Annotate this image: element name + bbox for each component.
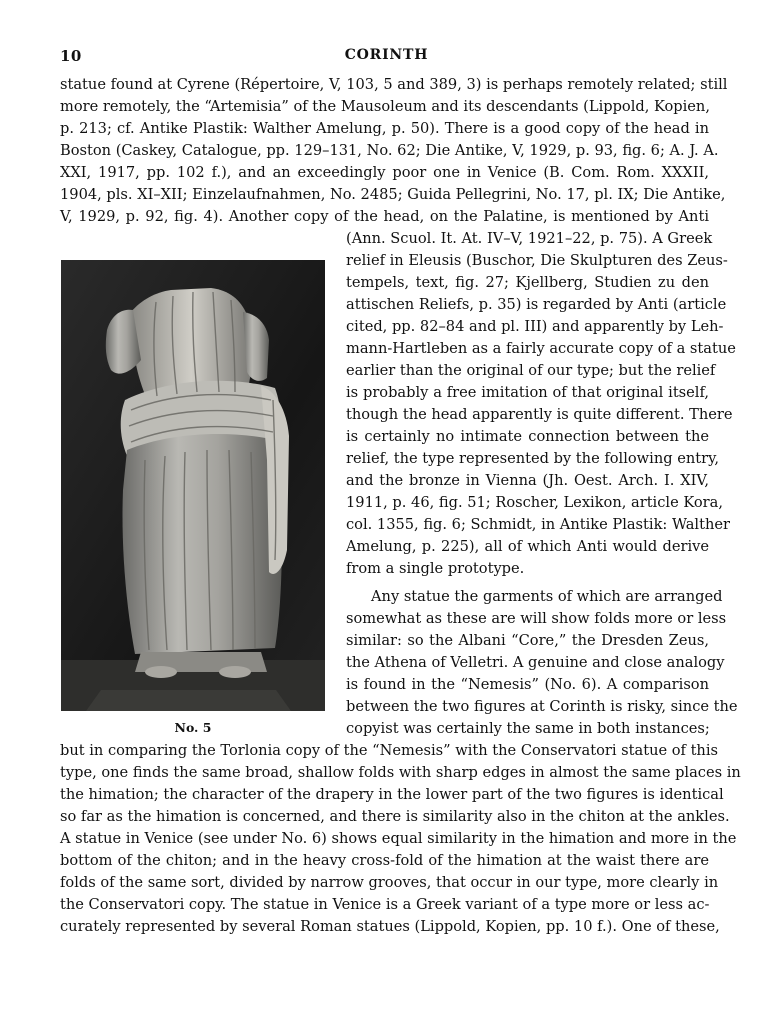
text-line: XXI, 1917, pp. 102 f.), and an exceedingly poor one in Venice (B. Com. Rom. XXXII, xyxy=(60,164,709,181)
statue-icon xyxy=(61,260,325,711)
text-line: somewhat as these are will show folds more or less xyxy=(346,610,727,627)
text-line: cited, pp. 82–84 and pl. III) and apparently by Leh- xyxy=(346,318,724,335)
text-line: is certainly no intimate connection between the xyxy=(346,428,709,445)
running-title: CORINTH xyxy=(344,47,429,63)
text-line: V, 1929, p. 92, fig. 4). Another copy of the head, on the Palatine, is mentioned by Anti xyxy=(60,208,709,225)
text-line: so far as the himation is concerned, and there is similarity also in the chiton at the ankles. xyxy=(60,808,730,825)
text-line: though the head apparently is quite different. There xyxy=(346,406,733,423)
figure-caption: No. 5 xyxy=(174,720,212,735)
text-line: relief, the type represented by the following entry, xyxy=(346,450,720,467)
text-line: between the two figures at Corinth is risky, since the xyxy=(346,698,738,715)
text-line: 1911, p. 46, fig. 51; Roscher, Lexikon, article Kora, xyxy=(346,494,723,511)
text-line: more remotely, the “Artemisia” of the Mausoleum and its descendants (Lippold, Kopien, xyxy=(60,98,710,115)
text-line: similar: so the Albani “Core,” the Dresden Zeus, xyxy=(346,632,709,649)
text-line: p. 213; cf. Antike Plastik: Walther Amelung, p. 50). There is a good copy of the head in xyxy=(60,120,709,137)
text-line: relief in Eleusis (Buschor, Die Skulpturen des Zeus- xyxy=(346,252,728,269)
text-line: from a single prototype. xyxy=(346,560,525,577)
text-line: type, one finds the same broad, shallow folds with sharp edges in almost the same places in xyxy=(60,764,741,781)
text-line: folds of the same sort, divided by narrow grooves, that occur in our type, more clearly in xyxy=(60,874,719,891)
text-line: curately represented by several Roman statues (Lippold, Kopien, pp. 10 f.). One of these, xyxy=(60,918,720,935)
text-line: mann-Hartleben as a fairly accurate copy of a statue xyxy=(346,340,736,357)
text-line: bottom of the chiton; and in the heavy cross-fold of the himation at the waist there are xyxy=(60,852,709,869)
statue-photograph xyxy=(61,260,325,711)
text-line: statue found at Cyrene (Répertoire, V, 103, 5 and 389, 3) is perhaps remotely related; still xyxy=(60,76,728,93)
text-line: Boston (Caskey, Catalogue, pp. 129–131, No. 62; Die Antike, V, 1929, p. 93, fig. 6; A. J. A. xyxy=(60,142,719,159)
text-line: Any statue the garments of which are arranged xyxy=(371,588,723,605)
text-line: but in comparing the Torlonia copy of the “Nemesis” with the Conservatori statue of this xyxy=(60,742,718,759)
text-line: earlier than the original of our type; but the relief xyxy=(346,362,716,379)
text-line: (Ann. Scuol. It. At. IV–V, 1921–22, p. 75). A Greek xyxy=(346,230,713,247)
text-line: A statue in Venice (see under No. 6) shows equal similarity in the himation and more in the xyxy=(60,830,737,847)
text-line: copyist was certainly the same in both instances; xyxy=(346,720,710,737)
text-line: Amelung, p. 225), all of which Anti would derive xyxy=(346,538,709,555)
text-line: attischen Reliefs, p. 35) is regarded by Anti (article xyxy=(346,296,727,313)
text-line: the Conservatori copy. The statue in Venice is a Greek variant of a type more or less ac- xyxy=(60,896,710,913)
text-line: tempels, text, fig. 27; Kjellberg, Studien zu den xyxy=(346,274,709,291)
text-line: is found in the “Nemesis” (No. 6). A comparison xyxy=(346,676,709,693)
page-number: 10 xyxy=(60,47,82,65)
text-line: and the bronze in Vienna (Jh. Oest. Arch. I. XIV, xyxy=(346,472,709,489)
text-line: is probably a free imitation of that original itself, xyxy=(346,384,709,401)
text-line: col. 1355, fig. 6; Schmidt, in Antike Plastik: Walther xyxy=(346,516,730,533)
text-line: the Athena of Velletri. A genuine and close analogy xyxy=(346,654,725,671)
text-line: 1904, pls. XI–XII; Einzelaufnahmen, No. 2485; Guida Pellegrini, No. 17, pl. IX; Die Antike, xyxy=(60,186,726,203)
text-line: the himation; the character of the drapery in the lower part of the two figures is identical xyxy=(60,786,724,803)
